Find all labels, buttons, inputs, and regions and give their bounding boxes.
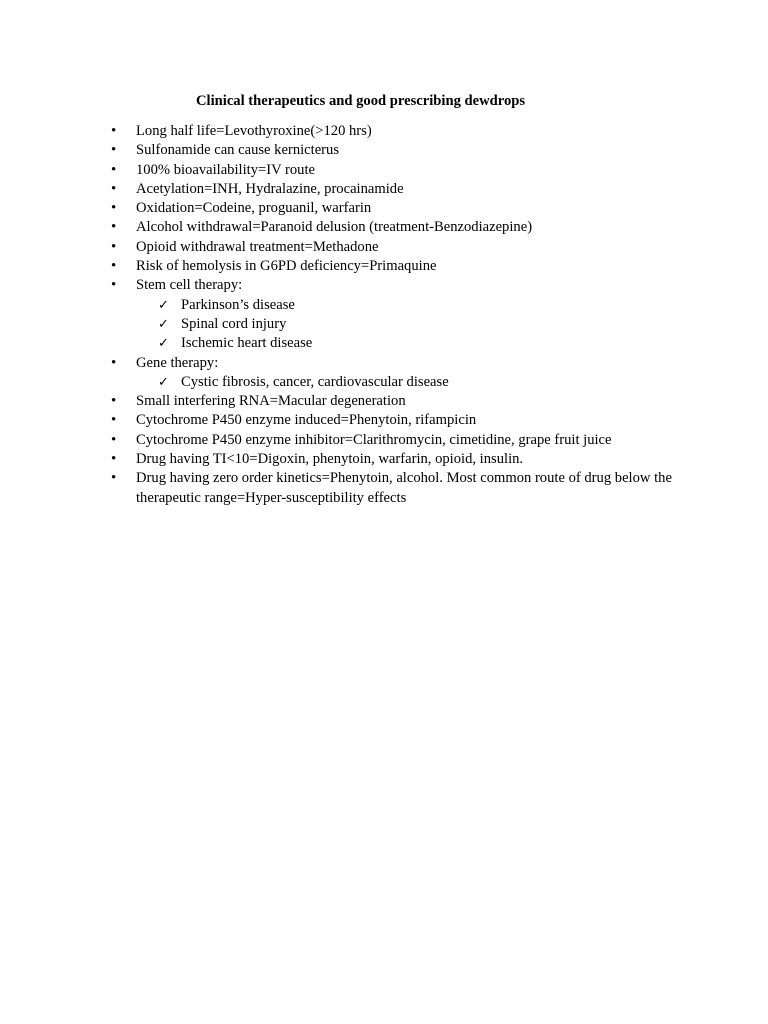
bullet-icon: • bbox=[111, 431, 117, 448]
list-item-text: Long half life=Levothyroxine(>120 hrs) bbox=[136, 123, 372, 139]
checkmark-icon: ✓ bbox=[158, 336, 169, 352]
list-item-text: Drug having TI<10=Digoxin, phenytoin, warfarin, opioid, insulin. bbox=[136, 451, 524, 468]
list-item-text: 100% bioavailability=IV route bbox=[136, 161, 315, 178]
checkmark-icon: ✓ bbox=[158, 316, 169, 332]
list-item-text: Acetylation=INH, Hydralazine, procainamide bbox=[136, 180, 404, 197]
list-item-text: Cytochrome P450 enzyme induced=Phenytoin, rifampicin bbox=[136, 412, 477, 429]
bullet-icon: • bbox=[111, 412, 117, 429]
list-item bbox=[0, 354, 676, 373]
bullet-icon: • bbox=[111, 258, 117, 275]
list-item-text: Alcohol withdrawal=Paranoid delusion (treatment-Benzodiazepine) bbox=[136, 219, 533, 236]
list-item bbox=[0, 257, 676, 276]
bullet-icon: • bbox=[111, 393, 117, 410]
list-item-text: Small interfering RNA=Macular degeneration bbox=[136, 393, 406, 410]
checkmark-icon: ✓ bbox=[158, 297, 169, 313]
bullet-icon: • bbox=[111, 200, 117, 217]
sub-list-item bbox=[0, 373, 768, 392]
list-item-text: Opioid withdrawal treatment=Methadone bbox=[136, 238, 379, 255]
list-item bbox=[0, 180, 676, 199]
bullet-icon: • bbox=[111, 180, 117, 197]
list-item-text: Drug having zero order kinetics=Phenytoin, alcohol. Most common route of drug below the therapeutic range=Hyper-susceptibility effects bbox=[136, 470, 672, 506]
sub-list-item bbox=[0, 334, 768, 353]
bullet-icon: • bbox=[111, 161, 117, 178]
list-item bbox=[0, 411, 676, 430]
list-item bbox=[0, 141, 676, 160]
sub-list-item-text: Parkinson’s disease bbox=[181, 296, 295, 313]
list-item bbox=[0, 238, 676, 257]
list-item-text: Stem cell therapy: bbox=[136, 277, 243, 294]
list-item-text: Sulfonamide can cause kernicterus bbox=[136, 142, 340, 159]
list-item-text: Cytochrome P450 enzyme inhibitor=Clarithromycin, cimetidine, grape fruit juice bbox=[136, 431, 612, 448]
list-item bbox=[0, 450, 676, 469]
sub-list-item bbox=[0, 296, 768, 315]
list-item bbox=[0, 122, 676, 141]
list-item-text: Oxidation=Codeine, proguanil, warfarin bbox=[136, 200, 372, 217]
sub-list-item-text: Spinal cord injury bbox=[181, 315, 287, 332]
document-title: Clinical therapeutics and good prescribing dewdrops bbox=[196, 93, 526, 109]
bullet-icon: • bbox=[111, 123, 117, 139]
list-item bbox=[0, 218, 676, 237]
list-item-text: Risk of hemolysis in G6PD deficiency=Primaquine bbox=[136, 258, 437, 275]
bullet-list bbox=[0, 122, 768, 508]
list-item bbox=[0, 392, 676, 411]
list-item bbox=[0, 199, 676, 218]
list-item bbox=[0, 431, 676, 450]
sub-list-item bbox=[0, 315, 768, 334]
bullet-icon: • bbox=[111, 470, 117, 487]
list-item-text: Gene therapy: bbox=[136, 354, 219, 371]
list-item bbox=[0, 276, 676, 295]
sub-list-item-text: Cystic fibrosis, cancer, cardiovascular disease bbox=[181, 373, 449, 390]
bullet-icon: • bbox=[111, 142, 117, 159]
bullet-icon: • bbox=[111, 451, 117, 468]
bullet-icon: • bbox=[111, 354, 117, 371]
list-item bbox=[0, 161, 676, 180]
bullet-icon: • bbox=[111, 277, 117, 294]
sub-list-item-text: Ischemic heart disease bbox=[181, 335, 313, 352]
bullet-icon: • bbox=[111, 219, 117, 236]
bullet-icon: • bbox=[111, 238, 117, 255]
checkmark-icon: ✓ bbox=[158, 374, 169, 390]
list-item bbox=[0, 469, 676, 508]
